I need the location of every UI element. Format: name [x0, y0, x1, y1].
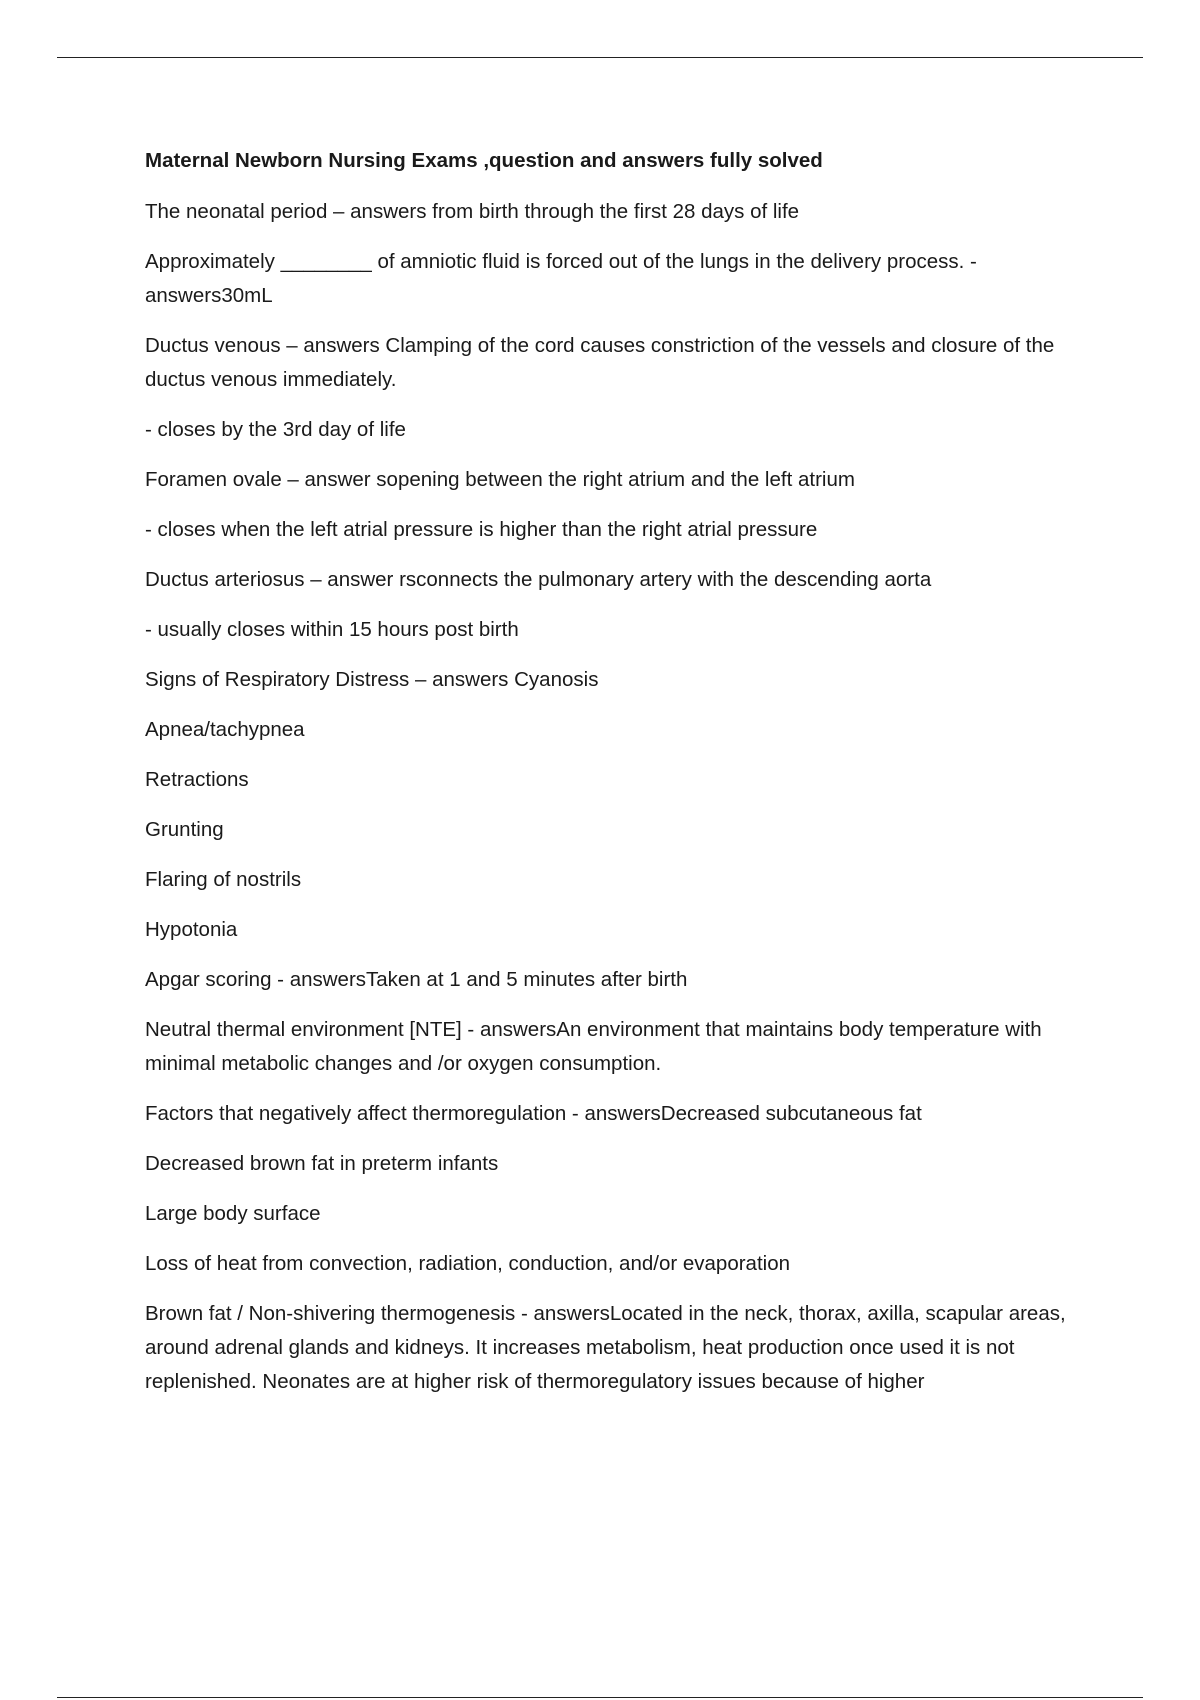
paragraph: Apgar scoring - answersTaken at 1 and 5 minutes after birth	[145, 968, 688, 991]
document-title: Maternal Newborn Nursing Exams ,question and answers fully solved	[145, 149, 823, 172]
paragraph: - closes by the 3rd day of life	[145, 418, 406, 441]
paragraph: Flaring of nostrils	[145, 868, 302, 891]
paragraph: Grunting	[145, 818, 224, 841]
paragraph: - closes when the left atrial pressure is higher than the right atrial pressure	[145, 518, 818, 541]
header-rule	[57, 57, 1143, 58]
paragraph: The neonatal period – answers from birth through the first 28 days of life	[145, 200, 800, 223]
paragraph: Large body surface	[145, 1202, 321, 1225]
paragraph: - usually closes within 15 hours post birth	[145, 618, 519, 641]
paragraph: Signs of Respiratory Distress – answers Cyanosis	[145, 668, 599, 691]
paragraph: Ductus venous – answers Clamping of the cord causes constriction of the vessels and closure of the ductus venous immediately.	[145, 334, 1055, 391]
paragraph: Decreased brown fat in preterm infants	[145, 1152, 499, 1175]
paragraph: Apnea/tachypnea	[145, 718, 305, 741]
paragraph: Retractions	[145, 768, 249, 791]
paragraph: Neutral thermal environment [NTE] - answersAn environment that maintains body temperature with minimal metabolic changes and /or oxygen consumption.	[145, 1018, 1042, 1075]
document-body	[145, 145, 1095, 1415]
paragraph: Approximately ________ of amniotic fluid is forced out of the lungs in the delivery process. - answers30mL	[145, 250, 977, 307]
footer-rule	[57, 1697, 1143, 1698]
paragraph: Ductus arteriosus – answer rsconnects the pulmonary artery with the descending aorta	[145, 568, 932, 591]
paragraph: Hypotonia	[145, 918, 238, 941]
paragraph: Loss of heat from convection, radiation, conduction, and/or evaporation	[145, 1252, 791, 1275]
paragraph: Foramen ovale – answer sopening between the right atrium and the left atrium	[145, 468, 855, 491]
paragraph: Brown fat / Non-shivering thermogenesis - answersLocated in the neck, thorax, axilla, scapular areas, around adrenal glands and kidneys. It increases metabolism, heat production once used it is not replenished. Neonates are at higher risk of thermoregulatory issues because of higher	[145, 1302, 1066, 1393]
paragraph: Factors that negatively affect thermoregulation - answersDecreased subcutaneous fat	[145, 1102, 922, 1125]
